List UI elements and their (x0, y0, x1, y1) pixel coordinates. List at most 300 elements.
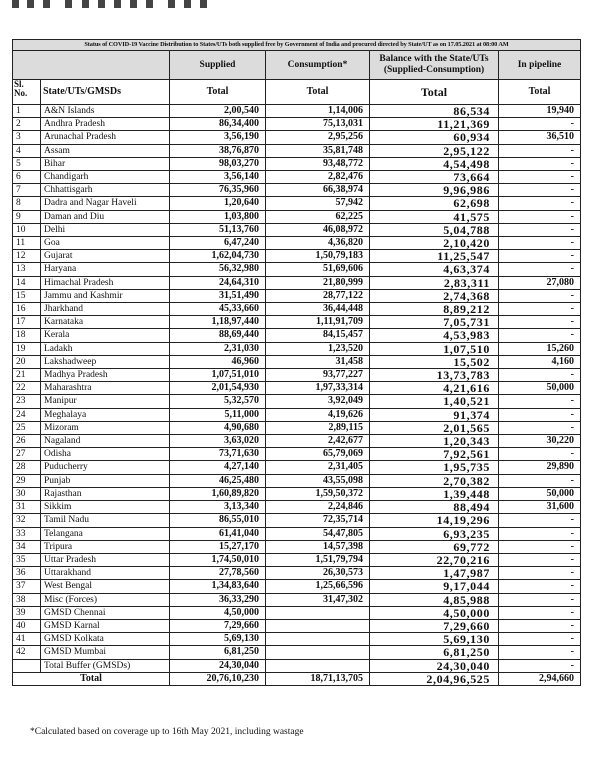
balance-cell: 62,698 (370, 197, 499, 210)
header-state: State/UTs/GMSDs (41, 80, 170, 105)
pipeline-cell: - (499, 118, 581, 131)
consumption-cell (266, 606, 370, 619)
state-cell: GMSD Kolkata (41, 633, 170, 646)
supplied-cell: 6,47,240 (170, 237, 266, 250)
state-cell: Haryana (41, 263, 170, 276)
cropped-header-fragment (0, 0, 595, 14)
vaccine-distribution-table-container (12, 39, 580, 686)
table-row (13, 369, 581, 382)
balance-cell: 1,47,987 (370, 567, 499, 580)
sl-cell: 28 (13, 461, 41, 474)
consumption-cell: 72,35,714 (266, 514, 370, 527)
consumption-cell (266, 646, 370, 659)
pipeline-cell: - (499, 289, 581, 302)
pipeline-cell: 19,940 (499, 105, 581, 118)
consumption-cell (266, 619, 370, 632)
table-title: Status of COVID-19 Vaccine Distribution to States/UTs both supplied free by Government of India and procured directed by State/UT as on 17.05.2021 at 08:00 AM (13, 40, 581, 51)
consumption-cell: 66,38,974 (266, 184, 370, 197)
header-consumption: Consumption* (266, 51, 370, 80)
state-cell: Sikkim (41, 501, 170, 514)
supplied-cell: 4,90,680 (170, 421, 266, 434)
balance-cell: 7,92,561 (370, 448, 499, 461)
sl-cell: 21 (13, 369, 41, 382)
pipeline-cell: - (499, 157, 581, 170)
state-cell: Meghalaya (41, 408, 170, 421)
table-row (13, 461, 581, 474)
state-cell: Kerala (41, 329, 170, 342)
sl-cell: 16 (13, 303, 41, 316)
state-cell: Manipur (41, 395, 170, 408)
consumption-cell: 2,42,677 (266, 435, 370, 448)
state-cell: Delhi (41, 223, 170, 236)
state-cell: Total Buffer (GMSDs) (41, 659, 170, 672)
state-cell: Lakshadweep (41, 355, 170, 368)
consumption-cell: 1,11,91,709 (266, 316, 370, 329)
supplied-cell: 1,60,89,820 (170, 487, 266, 500)
pipeline-cell: - (499, 395, 581, 408)
consumption-cell: 2,95,256 (266, 131, 370, 144)
sl-cell: 26 (13, 435, 41, 448)
state-cell: Mizoram (41, 421, 170, 434)
supplied-cell: 1,07,51,010 (170, 369, 266, 382)
supplied-cell: 6,81,250 (170, 646, 266, 659)
pipeline-cell: - (499, 184, 581, 197)
state-cell: Gujarat (41, 250, 170, 263)
supplied-cell: 46,960 (170, 355, 266, 368)
table-row (13, 171, 581, 184)
supplied-cell: 73,71,630 (170, 448, 266, 461)
sl-cell: 27 (13, 448, 41, 461)
supplied-cell: 38,76,870 (170, 144, 266, 157)
sl-cell: 13 (13, 263, 41, 276)
supplied-cell: 86,55,010 (170, 514, 266, 527)
table-row (13, 144, 581, 157)
table-row (13, 487, 581, 500)
pipeline-cell: - (499, 474, 581, 487)
total-row (13, 672, 581, 685)
supplied-cell: 98,03,270 (170, 157, 266, 170)
table-row (13, 619, 581, 632)
balance-cell: 2,70,382 (370, 474, 499, 487)
supplied-cell: 1,74,50,010 (170, 553, 266, 566)
pipeline-cell: - (499, 553, 581, 566)
state-cell: West Bengal (41, 580, 170, 593)
state-cell: Odisha (41, 448, 170, 461)
sl-cell: 39 (13, 606, 41, 619)
balance-cell: 22,70,216 (370, 553, 499, 566)
pipeline-cell: - (499, 171, 581, 184)
supplied-cell: 1,34,83,640 (170, 580, 266, 593)
sl-cell: 1 (13, 105, 41, 118)
sl-cell: 31 (13, 501, 41, 514)
table-row (13, 514, 581, 527)
state-cell: Nagaland (41, 435, 170, 448)
consumption-cell: 4,36,820 (266, 237, 370, 250)
table-row (13, 316, 581, 329)
consumption-cell: 46,08,972 (266, 223, 370, 236)
table-row (13, 553, 581, 566)
balance-cell: 2,74,368 (370, 289, 499, 302)
supplied-cell: 2,01,54,930 (170, 382, 266, 395)
sl-cell: 29 (13, 474, 41, 487)
consumption-cell: 2,31,405 (266, 461, 370, 474)
supplied-cell: 7,29,660 (170, 619, 266, 632)
table-row (13, 633, 581, 646)
balance-cell: 2,95,122 (370, 144, 499, 157)
state-cell: Ladakh (41, 342, 170, 355)
state-cell: Chandigarh (41, 171, 170, 184)
vaccine-distribution-table (12, 39, 581, 686)
supplied-cell: 24,30,040 (170, 659, 266, 672)
header-blank (13, 51, 170, 80)
balance-cell: 24,30,040 (370, 659, 499, 672)
state-cell: Misc (Forces) (41, 593, 170, 606)
pipeline-cell: - (499, 448, 581, 461)
sl-cell: 11 (13, 237, 41, 250)
table-row (13, 646, 581, 659)
pipeline-cell: 27,080 (499, 276, 581, 289)
consumption-cell: 93,77,227 (266, 369, 370, 382)
consumption-cell: 84,15,457 (266, 329, 370, 342)
consumption-cell: 57,942 (266, 197, 370, 210)
sl-cell: 38 (13, 593, 41, 606)
header-total-balance: Total (370, 80, 499, 105)
table-row (13, 435, 581, 448)
total-supplied: 20,76,10,230 (170, 672, 266, 685)
pipeline-cell: - (499, 316, 581, 329)
table-row (13, 540, 581, 553)
state-cell: GMSD Mumbai (41, 646, 170, 659)
state-cell: Jammu and Kashmir (41, 289, 170, 302)
balance-cell: 4,50,000 (370, 606, 499, 619)
balance-cell: 4,63,374 (370, 263, 499, 276)
sl-cell: 41 (13, 633, 41, 646)
header-total-supplied: Total (170, 80, 266, 105)
pipeline-cell: - (499, 619, 581, 632)
total-label: Total (13, 672, 170, 685)
supplied-cell: 3,56,140 (170, 171, 266, 184)
supplied-cell: 5,11,000 (170, 408, 266, 421)
consumption-cell: 2,82,476 (266, 171, 370, 184)
pipeline-cell: - (499, 303, 581, 316)
sl-cell: 12 (13, 250, 41, 263)
table-row (13, 606, 581, 619)
supplied-cell: 4,27,140 (170, 461, 266, 474)
consumption-cell: 65,79,069 (266, 448, 370, 461)
state-cell: Maharashtra (41, 382, 170, 395)
consumption-cell: 35,81,748 (266, 144, 370, 157)
consumption-cell: 14,57,398 (266, 540, 370, 553)
state-cell: A&N Islands (41, 105, 170, 118)
sl-cell: 32 (13, 514, 41, 527)
consumption-cell: 31,47,302 (266, 593, 370, 606)
table-row (13, 567, 581, 580)
state-cell: Tripura (41, 540, 170, 553)
balance-cell: 9,17,044 (370, 580, 499, 593)
sl-cell: 40 (13, 619, 41, 632)
balance-cell: 5,69,130 (370, 633, 499, 646)
header-pipeline: In pipeline (499, 51, 581, 80)
consumption-cell: 75,13,031 (266, 118, 370, 131)
supplied-cell: 86,34,400 (170, 118, 266, 131)
table-row (13, 593, 581, 606)
table-row (13, 448, 581, 461)
state-cell: Puducherry (41, 461, 170, 474)
balance-cell: 4,21,616 (370, 382, 499, 395)
pipeline-cell: 15,260 (499, 342, 581, 355)
sl-cell: 37 (13, 580, 41, 593)
table-row (13, 580, 581, 593)
table-row (13, 276, 581, 289)
sl-cell: 8 (13, 197, 41, 210)
balance-cell: 1,39,448 (370, 487, 499, 500)
pipeline-cell: - (499, 144, 581, 157)
sl-cell: 14 (13, 276, 41, 289)
pipeline-cell: - (499, 540, 581, 553)
supplied-cell: 3,13,340 (170, 501, 266, 514)
pipeline-cell: - (499, 237, 581, 250)
balance-cell: 1,40,521 (370, 395, 499, 408)
pipeline-cell: - (499, 593, 581, 606)
sl-cell: 15 (13, 289, 41, 302)
consumption-cell: 1,14,006 (266, 105, 370, 118)
sl-cell: 25 (13, 421, 41, 434)
pipeline-cell: 29,890 (499, 461, 581, 474)
pipeline-cell: - (499, 329, 581, 342)
sl-cell: 9 (13, 210, 41, 223)
pipeline-cell: - (499, 606, 581, 619)
sl-cell: 5 (13, 157, 41, 170)
state-cell: Himachal Pradesh (41, 276, 170, 289)
consumption-cell: 4,19,626 (266, 408, 370, 421)
pipeline-cell: 36,510 (499, 131, 581, 144)
consumption-cell: 2,89,115 (266, 421, 370, 434)
consumption-cell: 1,59,50,372 (266, 487, 370, 500)
consumption-cell: 1,23,520 (266, 342, 370, 355)
consumption-cell: 2,24,846 (266, 501, 370, 514)
state-cell: Tamil Nadu (41, 514, 170, 527)
pipeline-cell: - (499, 646, 581, 659)
supplied-cell: 36,33,290 (170, 593, 266, 606)
balance-cell: 15,502 (370, 355, 499, 368)
consumption-cell: 43,55,098 (266, 474, 370, 487)
table-row (13, 408, 581, 421)
balance-cell: 11,21,369 (370, 118, 499, 131)
sl-cell: 22 (13, 382, 41, 395)
sl-cell: 6 (13, 171, 41, 184)
pipeline-cell: - (499, 567, 581, 580)
state-cell: GMSD Karnal (41, 619, 170, 632)
footnote: *Calculated based on coverage up to 16th May 2021, including wastage (30, 727, 304, 737)
supplied-cell: 5,69,130 (170, 633, 266, 646)
state-cell: Karnataka (41, 316, 170, 329)
table-row (13, 184, 581, 197)
supplied-cell: 88,69,440 (170, 329, 266, 342)
sl-cell: 18 (13, 329, 41, 342)
sl-cell: 7 (13, 184, 41, 197)
balance-cell: 91,374 (370, 408, 499, 421)
supplied-cell: 1,03,800 (170, 210, 266, 223)
sl-cell: 42 (13, 646, 41, 659)
table-row (13, 105, 581, 118)
sl-cell: 33 (13, 527, 41, 540)
balance-cell: 41,575 (370, 210, 499, 223)
sl-cell: 20 (13, 355, 41, 368)
table-row (13, 197, 581, 210)
state-cell: Goa (41, 237, 170, 250)
sl-cell: 10 (13, 223, 41, 236)
sl-cell: 4 (13, 144, 41, 157)
sl-cell: 36 (13, 567, 41, 580)
supplied-cell: 56,32,980 (170, 263, 266, 276)
balance-cell: 88,494 (370, 501, 499, 514)
supplied-cell: 46,25,480 (170, 474, 266, 487)
supplied-cell: 2,31,030 (170, 342, 266, 355)
table-row (13, 501, 581, 514)
balance-cell: 8,89,212 (370, 303, 499, 316)
pipeline-cell: 50,000 (499, 487, 581, 500)
supplied-cell: 2,00,540 (170, 105, 266, 118)
supplied-cell: 51,13,760 (170, 223, 266, 236)
balance-cell: 11,25,547 (370, 250, 499, 263)
table-row (13, 395, 581, 408)
supplied-cell: 24,64,310 (170, 276, 266, 289)
consumption-cell: 93,48,772 (266, 157, 370, 170)
state-cell: Punjab (41, 474, 170, 487)
header-balance: Balance with the State/UTs (Supplied-Consumption) (370, 51, 499, 80)
consumption-cell: 51,69,606 (266, 263, 370, 276)
consumption-cell: 1,97,33,314 (266, 382, 370, 395)
state-cell: Andhra Pradesh (41, 118, 170, 131)
consumption-cell (266, 659, 370, 672)
header-total-pipeline: Total (499, 80, 581, 105)
balance-cell: 5,04,788 (370, 223, 499, 236)
table-row (13, 527, 581, 540)
table-row (13, 210, 581, 223)
consumption-cell: 1,51,79,794 (266, 553, 370, 566)
table-row (13, 223, 581, 236)
state-cell: Assam (41, 144, 170, 157)
pipeline-cell: - (499, 197, 581, 210)
pipeline-cell: 4,160 (499, 355, 581, 368)
supplied-cell: 76,35,960 (170, 184, 266, 197)
balance-cell: 14,19,296 (370, 514, 499, 527)
table-row (13, 342, 581, 355)
table-row (13, 303, 581, 316)
sl-cell: 30 (13, 487, 41, 500)
table-row (13, 329, 581, 342)
table-row (13, 250, 581, 263)
pipeline-cell: - (499, 527, 581, 540)
supplied-cell: 45,33,660 (170, 303, 266, 316)
total-pipeline: 2,94,660 (499, 672, 581, 685)
consumption-cell: 3,92,049 (266, 395, 370, 408)
pipeline-cell: - (499, 250, 581, 263)
balance-cell: 1,95,735 (370, 461, 499, 474)
pipeline-cell: - (499, 421, 581, 434)
balance-cell: 69,772 (370, 540, 499, 553)
consumption-cell: 31,458 (266, 355, 370, 368)
consumption-cell: 1,50,79,183 (266, 250, 370, 263)
sl-cell: 24 (13, 408, 41, 421)
balance-cell: 1,20,343 (370, 435, 499, 448)
supplied-cell: 5,32,570 (170, 395, 266, 408)
pipeline-cell: - (499, 659, 581, 672)
consumption-cell: 26,30,573 (266, 567, 370, 580)
sl-cell: 35 (13, 553, 41, 566)
sl-cell: 3 (13, 131, 41, 144)
consumption-cell: 21,80,999 (266, 276, 370, 289)
balance-cell: 2,10,420 (370, 237, 499, 250)
pipeline-cell: - (499, 369, 581, 382)
sl-cell (13, 659, 41, 672)
pipeline-cell: - (499, 223, 581, 236)
supplied-cell: 1,20,640 (170, 197, 266, 210)
balance-cell: 4,53,983 (370, 329, 499, 342)
table-row (13, 659, 581, 672)
pipeline-cell: - (499, 263, 581, 276)
pipeline-cell: - (499, 633, 581, 646)
state-cell: Jharkhand (41, 303, 170, 316)
balance-cell: 4,85,988 (370, 593, 499, 606)
supplied-cell: 1,18,97,440 (170, 316, 266, 329)
total-consumption: 18,71,13,705 (266, 672, 370, 685)
supplied-cell: 3,63,020 (170, 435, 266, 448)
sl-cell: 19 (13, 342, 41, 355)
balance-cell: 13,73,783 (370, 369, 499, 382)
supplied-cell: 31,51,490 (170, 289, 266, 302)
table-row (13, 289, 581, 302)
table-row (13, 157, 581, 170)
state-cell: Dadra and Nagar Haveli (41, 197, 170, 210)
table-row (13, 382, 581, 395)
state-cell: Madhya Pradesh (41, 369, 170, 382)
sl-cell: 2 (13, 118, 41, 131)
header-sl-no: Sl. No. (13, 80, 41, 105)
table-row (13, 263, 581, 276)
supplied-cell: 4,50,000 (170, 606, 266, 619)
consumption-cell: 28,77,122 (266, 289, 370, 302)
state-cell: GMSD Chennai (41, 606, 170, 619)
consumption-cell: 1,25,66,596 (266, 580, 370, 593)
balance-cell: 6,81,250 (370, 646, 499, 659)
balance-cell: 4,54,498 (370, 157, 499, 170)
table-row (13, 355, 581, 368)
header-total-consumption: Total (266, 80, 370, 105)
balance-cell: 2,83,311 (370, 276, 499, 289)
header-supplied: Supplied (170, 51, 266, 80)
balance-cell: 60,934 (370, 131, 499, 144)
table-body (13, 105, 581, 673)
pipeline-cell: - (499, 580, 581, 593)
sl-cell: 23 (13, 395, 41, 408)
consumption-cell: 36,44,448 (266, 303, 370, 316)
table-row (13, 131, 581, 144)
consumption-cell: 54,47,805 (266, 527, 370, 540)
state-cell: Uttar Pradesh (41, 553, 170, 566)
table-row (13, 474, 581, 487)
table-row (13, 118, 581, 131)
balance-cell: 1,07,510 (370, 342, 499, 355)
table-row (13, 421, 581, 434)
balance-cell: 6,93,235 (370, 527, 499, 540)
pipeline-cell: - (499, 210, 581, 223)
state-cell: Telangana (41, 527, 170, 540)
state-cell: Rajasthan (41, 487, 170, 500)
state-cell: Bihar (41, 157, 170, 170)
pipeline-cell: 30,220 (499, 435, 581, 448)
sl-cell: 17 (13, 316, 41, 329)
